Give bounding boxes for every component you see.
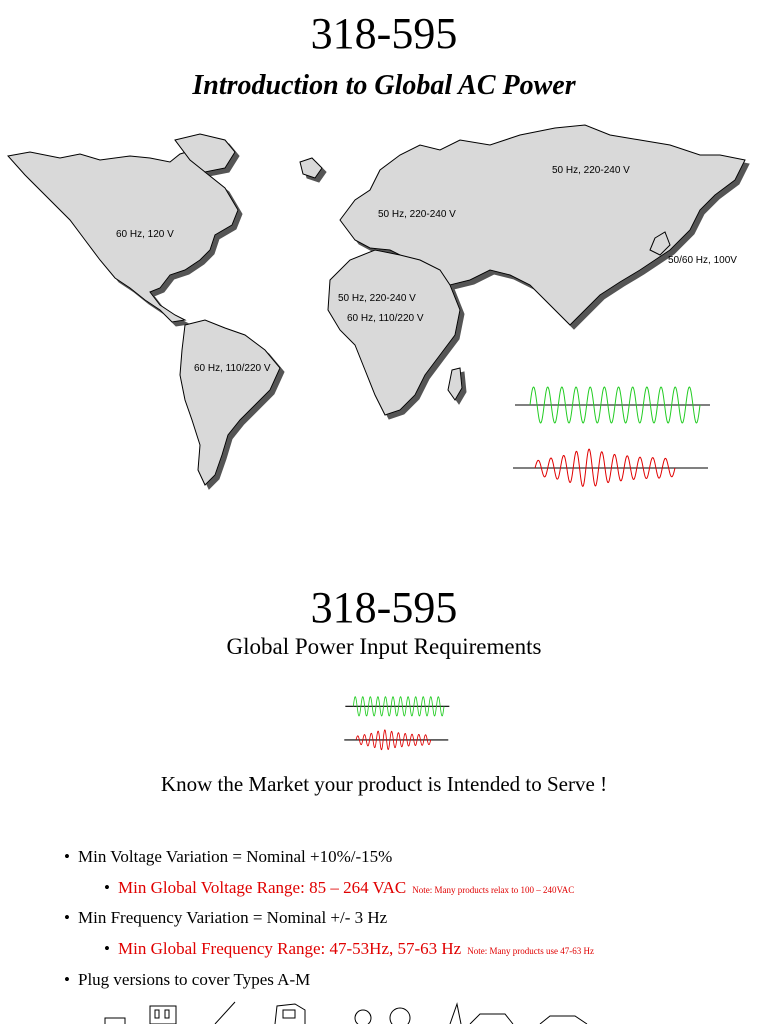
plug-icon [390,1008,410,1024]
label-africa-north: 50 Hz, 220-240 V [338,293,416,304]
slide1-subtitle: Introduction to Global AC Power [192,70,576,101]
bullet-text: Min Global Frequency Range: 47-53Hz, 57-63 Hz [118,939,462,958]
bullet-symbol: • [104,878,110,897]
waveform-illustration-large [505,375,715,505]
bullet-text: Min Voltage Variation = Nominal +10%/-15% [78,847,393,866]
slide1-title: 318-595 [310,9,458,58]
plug-icon [540,1016,587,1024]
plug-icon [275,1004,305,1024]
uk-shape [300,158,322,178]
slide2-subtitle: Global Power Input Requirements [226,634,542,659]
bullet-symbol: • [64,908,70,927]
label-japan: 50/60 Hz, 100V [668,255,737,266]
label-asia: 50 Hz, 220-240 V [552,165,630,176]
plug-cord-icon [450,1004,461,1024]
label-north-america: 60 Hz, 120 V [116,229,174,240]
bullet-global-frequency-range [104,939,594,959]
voltage-note: Note: Many products relax to 100 – 240VAC [412,885,575,895]
bullet-text: Min Frequency Variation = Nominal +/- 3 Hz [78,908,388,927]
bullet-text: Min Global Voltage Range: 85 – 264 VAC [118,878,407,897]
bullet-plug-versions [64,970,310,990]
bullet-voltage-variation [64,847,392,867]
label-europe: 50 Hz, 220-240 V [378,209,456,220]
plug-icon [105,1018,125,1024]
bullet-symbol: • [64,847,70,866]
bullet-global-voltage-range [104,878,574,898]
plug-types-illustration [95,1000,615,1024]
waveform-illustration-small [340,690,452,760]
label-south-america: 60 Hz, 110/220 V [194,363,271,374]
madagascar-shape [448,368,462,400]
bullet-frequency-variation [64,908,387,928]
slide2-title: 318-595 [310,583,458,632]
bullet-symbol: • [104,939,110,958]
plug-cord-icon [215,1002,235,1024]
plug-icon [355,1010,371,1024]
outlet-icon [150,1006,176,1024]
label-africa-south: 60 Hz, 110/220 V [347,313,424,324]
bullet-text: Plug versions to cover Types A-M [78,970,311,989]
south-america-shape [180,320,280,485]
tagline: Know the Market your product is Intended to Serve ! [160,772,608,796]
africa-shape [328,250,460,415]
bullet-symbol: • [64,970,70,989]
frequency-note: Note: Many products use 47-63 Hz [467,946,594,956]
plug-icon [470,1014,513,1024]
